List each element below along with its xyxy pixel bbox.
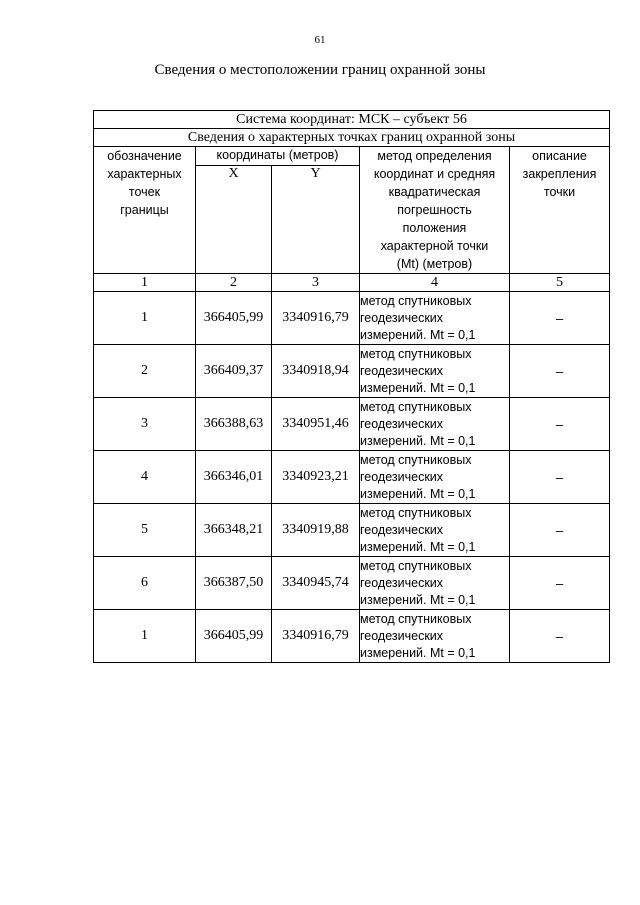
- point-number: 6: [94, 557, 196, 610]
- coordinate-system-cell: Система координат: МСК – субъект 56: [94, 111, 610, 129]
- y-coordinate: 3340918,94: [272, 345, 360, 398]
- point-number: 1: [94, 610, 196, 663]
- determination-method: метод спутниковых геодезических измерений. Mt = 0,1: [360, 451, 510, 504]
- x-coordinate: 366388,63: [196, 398, 272, 451]
- table-row: [94, 504, 610, 557]
- header-designation: обозначение характерных точек границы: [94, 147, 196, 274]
- determination-method: метод спутниковых геодезических измерений. Mt = 0,1: [360, 292, 510, 345]
- determination-method: метод спутниковых геодезических измерений. Mt = 0,1: [360, 398, 510, 451]
- column-number: 4: [360, 274, 510, 292]
- boundary-points-table: [93, 110, 610, 663]
- page-number: 61: [314, 34, 326, 46]
- header-method: метод определения координат и средняя квадратическая погрешность положения характерной точки (Mt) (метров): [360, 147, 510, 274]
- y-coordinate: 3340919,88: [272, 504, 360, 557]
- header-coordinates: координаты (метров): [196, 147, 360, 166]
- column-number: 5: [510, 274, 610, 292]
- x-coordinate: 366405,99: [196, 292, 272, 345]
- column-number: 3: [272, 274, 360, 292]
- y-coordinate: 3340923,21: [272, 451, 360, 504]
- y-coordinate: 3340916,79: [272, 292, 360, 345]
- header-x: X: [196, 165, 272, 273]
- y-coordinate: 3340951,46: [272, 398, 360, 451]
- fixing-description: –: [510, 292, 610, 345]
- x-coordinate: 366348,21: [196, 504, 272, 557]
- table-row: [94, 292, 610, 345]
- x-coordinate: 366387,50: [196, 557, 272, 610]
- fixing-description: –: [510, 398, 610, 451]
- determination-method: метод спутниковых геодезических измерений. Mt = 0,1: [360, 610, 510, 663]
- y-coordinate: 3340916,79: [272, 610, 360, 663]
- table-row: [94, 610, 610, 663]
- determination-method: метод спутниковых геодезических измерений. Mt = 0,1: [360, 504, 510, 557]
- determination-method: метод спутниковых геодезических измерений. Mt = 0,1: [360, 345, 510, 398]
- point-number: 2: [94, 345, 196, 398]
- x-coordinate: 366346,01: [196, 451, 272, 504]
- table-row: [94, 398, 610, 451]
- x-coordinate: 366409,37: [196, 345, 272, 398]
- fixing-description: –: [510, 504, 610, 557]
- column-numbers-row: [94, 274, 610, 292]
- point-number: 4: [94, 451, 196, 504]
- table-row: [94, 557, 610, 610]
- point-number: 1: [94, 292, 196, 345]
- fixing-description: –: [510, 345, 610, 398]
- table-subtitle-cell: Сведения о характерных точках границ охранной зоны: [94, 129, 610, 147]
- point-number: 5: [94, 504, 196, 557]
- table-row: [94, 345, 610, 398]
- y-coordinate: 3340945,74: [272, 557, 360, 610]
- point-number: 3: [94, 398, 196, 451]
- x-coordinate: 366405,99: [196, 610, 272, 663]
- determination-method: метод спутниковых геодезических измерений. Mt = 0,1: [360, 557, 510, 610]
- column-number: 2: [196, 274, 272, 292]
- table-body: [94, 292, 610, 663]
- fixing-description: –: [510, 610, 610, 663]
- fixing-description: –: [510, 451, 610, 504]
- header-y: Y: [272, 165, 360, 273]
- header-description: описание закрепления точки: [510, 147, 610, 274]
- table-header: [94, 111, 610, 292]
- column-number: 1: [94, 274, 196, 292]
- fixing-description: –: [510, 557, 610, 610]
- table-row: [94, 451, 610, 504]
- document-title: Сведения о местоположении границ охранной зоны: [154, 62, 486, 78]
